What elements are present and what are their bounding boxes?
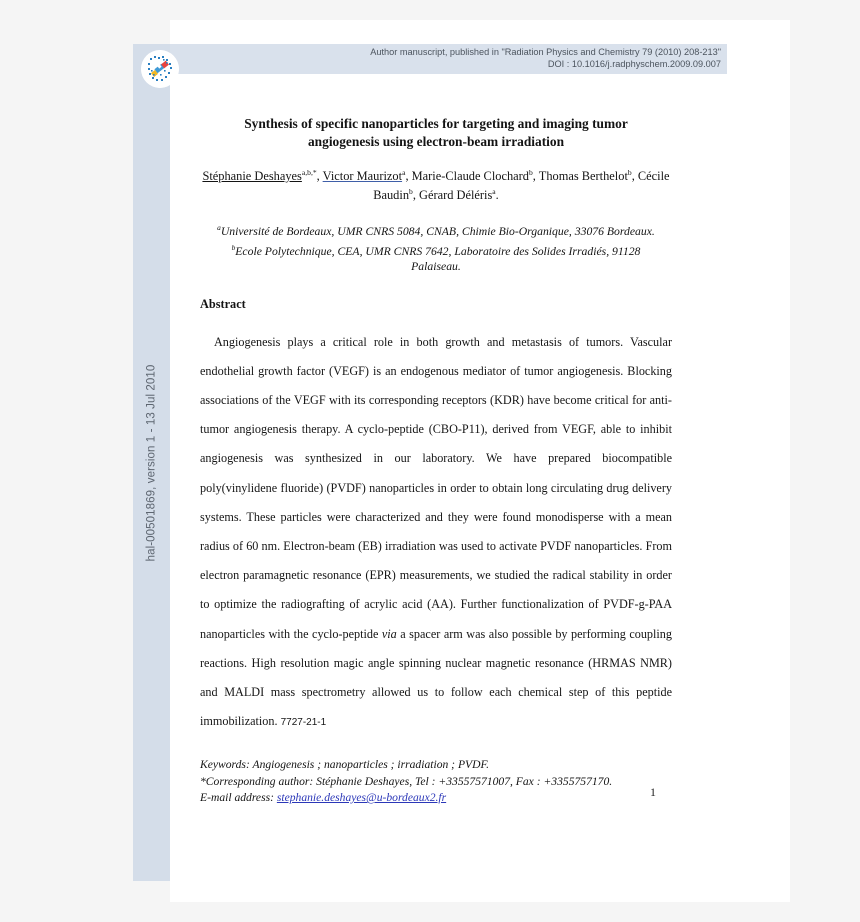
affiliation-item-a	[206, 220, 666, 239]
affiliation-marker-b: b	[231, 242, 236, 252]
author-sep-3: ,	[532, 169, 539, 184]
affiliation-list	[206, 220, 666, 274]
author-sup-3: b	[528, 168, 533, 177]
author-name-4[interactable]: Thomas Berthelot	[538, 169, 628, 184]
author-sup-4: b	[627, 168, 632, 177]
author-sup-5: b	[409, 187, 413, 197]
affiliation-text-a: Université de Bordeaux, UMR CNRS 5084, CNAB, Chimie Bio-Organique, 33076 Bordeaux.	[220, 225, 655, 239]
hal-archive-logo[interactable]	[141, 50, 179, 88]
author-terminator: .	[495, 188, 499, 203]
abstract-text-part-2: a spacer arm was also possible by performing coupling reactions. High resolution magic angle spinning nuclear magnetic resonance (HRMAS NMR) and MALDI mass spectrometry allowed us to follow each chemical step of this peptide immobilization.	[200, 626, 672, 729]
page-number: 1	[650, 785, 656, 799]
keywords-line: Keywords: Angiogenesis ; nanoparticles ; irradiation ; PVDF.	[200, 758, 489, 772]
abstract-heading: Abstract	[200, 296, 246, 311]
hal-version-stamp	[133, 44, 170, 881]
corresponding-author-line: *Corresponding author: Stéphanie Deshayes, Tel : +33557571007, Fax : +3355757170.	[200, 774, 613, 788]
author-name-5[interactable]: Cécile Baudin	[373, 169, 670, 203]
author-sup-6: a	[492, 187, 496, 197]
page-title: Synthesis of specific nanoparticles for targeting and imaging tumor angiogenesis using electron-beam irradiation	[244, 116, 628, 149]
author-sep-4: ,	[631, 169, 638, 184]
author-name-6[interactable]: Gérard Déléris	[419, 188, 493, 203]
abstract-body	[200, 328, 672, 738]
author-sup-1: a,b,*	[301, 168, 317, 177]
hal-citation-line-1: Author manuscript, published in "Radiation Physics and Chemistry 79 (2010) 208-213"	[370, 47, 721, 57]
abstract-italic-via: via	[381, 626, 397, 641]
author-sup-2: a	[402, 168, 406, 177]
email-label: E-mail address:	[200, 791, 277, 805]
author-name-1[interactable]: Stéphanie Deshayes	[202, 169, 302, 184]
paper-content	[200, 20, 672, 882]
author-sep-1: ,	[316, 169, 323, 184]
affiliation-marker-a: a	[217, 223, 221, 233]
author-name-2[interactable]: Victor Maurizot	[322, 169, 403, 184]
email-link[interactable]: stephanie.deshayes@u-bordeaux2.fr	[276, 791, 447, 805]
author-list	[202, 165, 670, 203]
author-name-3[interactable]: Marie-Claude Clochard	[411, 169, 529, 184]
cas-registry-number: 7727-21-1	[280, 717, 327, 729]
affiliation-item-b	[206, 240, 666, 275]
author-sep-2: ,	[405, 169, 412, 184]
abstract-text-part-1: Angiogenesis plays a critical role in both growth and metastasis of tumors. Vascular endothelial growth factor (VEGF) is an endogenous mediator of tumor angiogenesis. Blocking associations of the VEGF with its corresponding receptors (KDR) have become critical for anti-tumor angiogenesis therapy. A cyclo-peptide (CBO-P11), derived from VEGF, able to inhibit angiogenesis was synthesized in our laboratory. We have prepared biocompatible poly(vinylidene fluoride) (PVDF) nanoparticles in order to obtain long circulating drug delivery systems. These particles were characterized and they were found monodisperse with a mean radius of 60 nm. Electron-beam (EB) irradiation was used to activate PVDF nanoparticles. From electron paramagnetic resonance (EPR) measurements, we studied the radical stability in order to optimize the radiografting of acrylic acid (AA). Further functionalization of PVDF-g-PAA nanoparticles with the cyclo-peptide	[200, 334, 672, 641]
author-sep-5: ,	[412, 188, 420, 203]
hal-version-stamp-label: hal-00501869, version 1 - 13 Jul 2010	[145, 364, 158, 561]
hal-citation-line-2: DOI : 10.1016/j.radphyschem.2009.09.007	[547, 58, 721, 69]
affiliation-text-b: Ecole Polytechnique, CEA, UMR CNRS 7642, Laboratoire des Solides Irradiés, 91128 Palaiseau.	[235, 244, 641, 274]
